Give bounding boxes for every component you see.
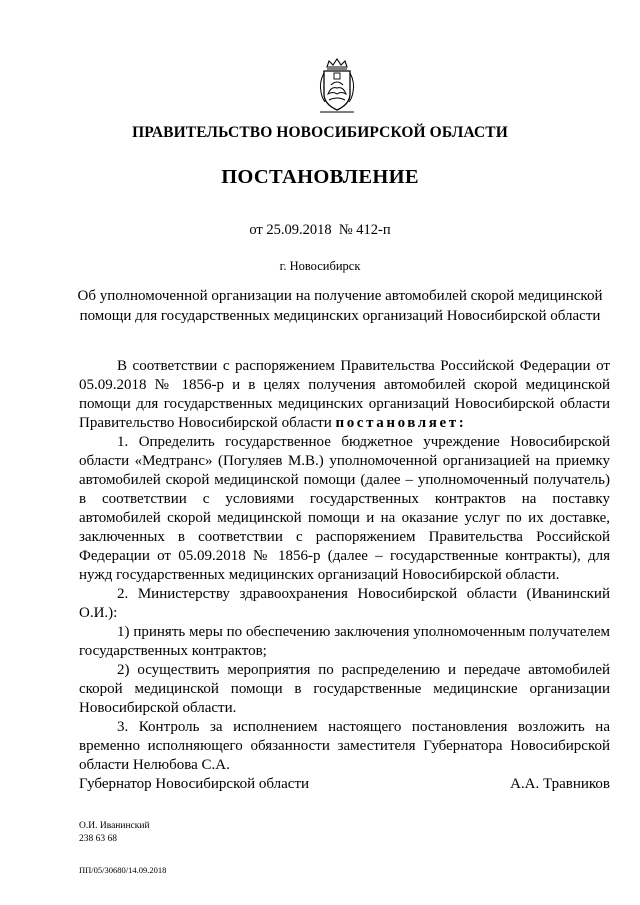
- city-line: г. Новосибирск: [279, 259, 361, 273]
- signature-block: [79, 776, 610, 793]
- item-3: 3. Контроль за исполнением настоящего постановления возложить на временно исполняющего обязанности заместителя Губернатора Новосибирской области Нелюбова С.А.: [79, 719, 610, 773]
- preamble-paragraph: В соответствии с распоряжением Правительства Российской Федерации от 05.09.2018 № 1856-р и в целях получения автомобилей скорой медицинской помощи для государственных медицинских организаций Новосибирской области Правительство Новосибирской области постановляет:: [79, 358, 610, 431]
- item-1: 1. Определить государственное бюджетное учреждение Новосибирской области «Медтранс» (Погуляев М.В.) уполномоченной организацией на приемку автомобилей скорой медицинской помощи (далее – уполномоченный получатель) в соответствии с условиями государственных контрактов на поставку автомобилей скорой медицинской помощи и на оказание услуг по их доставке, заключенных в соответствии с распоряжением Правительства Российской Федерации от 05.09.2018 № 1856-р (далее – государственные контракты), для нужд государственных медицинских организаций Новосибирской области.: [79, 434, 610, 583]
- decree-word: постановляет: [335, 415, 459, 431]
- item-2: 2. Министерству здравоохранения Новосибирской области (Иванинский О.И.):: [79, 586, 610, 621]
- registration-code: ПП/05/30680/14.09.2018: [79, 865, 167, 875]
- organization-title: ПРАВИТЕЛЬСТВО НОВОСИБИРСКОЙ ОБЛАСТИ: [132, 124, 508, 141]
- preamble-text: В соответствии с распоряжением Правительства Российской Федерации от 05.09.2018 № 1856-р и в целях получения автомобилей скорой медицинской помощи для государственных медицинских организаций Новосибирской области Правительство Новосибирской области: [79, 358, 610, 431]
- document-body: [79, 357, 610, 775]
- date-number-line: [0, 222, 640, 239]
- date-number-text: от 25.09.2018 № 412-п: [249, 222, 391, 238]
- item-2-1: 1) принять меры по обеспечению заключения уполномоченным получателем государственных контрактов;: [79, 624, 610, 659]
- signatory-name: А.А. Травников: [510, 776, 610, 792]
- document-subject: Об уполномоченной организации на получение автомобилей скорой медицинской помощи для государственных медицинских организаций Новосибирской области: [77, 288, 603, 324]
- item-2-2: 2) осуществить мероприятия по распределению и передаче автомобилей скорой медицинской помощи в государственные медицинские организации Новосибирской области.: [79, 662, 610, 716]
- executor-block: [79, 820, 150, 845]
- signatory-position: Губернатор Новосибирской области: [79, 776, 310, 792]
- coat-of-arms-icon: [317, 58, 357, 114]
- executor-name: О.И. Иванинский: [79, 821, 150, 831]
- executor-phone: 238 63 68: [79, 833, 117, 844]
- document-type-heading: ПОСТАНОВЛЕНИЕ: [221, 166, 419, 188]
